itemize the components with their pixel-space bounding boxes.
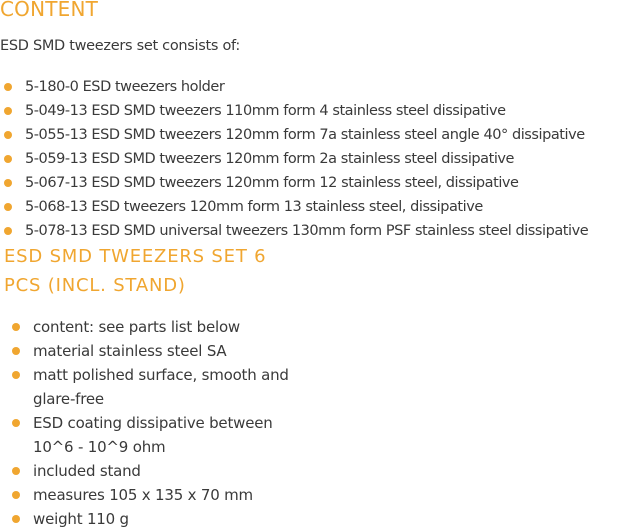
part-item-label: 5-078-13 ESD SMD universal tweezers 130mm form PSF stainless steel dissipative bbox=[25, 223, 589, 239]
part-item-label: 5-067-13 ESD SMD tweezers 120mm form 12 stainless steel, dissipative bbox=[25, 175, 519, 191]
feature-item-label: weight 110 g bbox=[33, 510, 129, 528]
bullet-dot-icon bbox=[4, 131, 12, 139]
bullet-dot-icon bbox=[4, 155, 12, 163]
content-intro: ESD SMD tweezers set consists of: bbox=[0, 38, 240, 54]
bullet-dot-icon bbox=[12, 491, 20, 499]
feature-item-label: content: see parts list below bbox=[33, 318, 240, 336]
list-item bbox=[0, 171, 634, 195]
part-item-label: 5-059-13 ESD SMD tweezers 120mm form 2a stainless steel dissipative bbox=[25, 151, 515, 167]
list-item bbox=[0, 99, 634, 123]
feature-item-label: material stainless steel SA bbox=[33, 342, 227, 360]
bullet-dot-icon bbox=[4, 203, 12, 211]
bullet-dot-icon bbox=[12, 347, 20, 355]
list-item bbox=[0, 339, 330, 363]
list-item bbox=[0, 147, 634, 171]
product-title: ESD SMD TWEEZERS SET 6 PCS (INCL. STAND) bbox=[4, 246, 267, 296]
list-item bbox=[0, 363, 330, 411]
bullet-dot-icon bbox=[12, 419, 20, 427]
list-item bbox=[0, 219, 634, 243]
list-item bbox=[0, 459, 330, 483]
part-item-label: 5-055-13 ESD SMD tweezers 120mm form 7a stainless steel angle 40° dissipative bbox=[25, 127, 585, 143]
part-item-label: 5-068-13 ESD tweezers 120mm form 13 stainless steel, dissipative bbox=[25, 199, 483, 215]
list-item bbox=[0, 483, 330, 507]
part-item-label: 5-180-0 ESD tweezers holder bbox=[25, 79, 225, 95]
part-item-label: 5-049-13 ESD SMD tweezers 110mm form 4 stainless steel dissipative bbox=[25, 103, 506, 119]
list-item bbox=[0, 75, 634, 99]
bullet-dot-icon bbox=[4, 179, 12, 187]
feature-item-label: included stand bbox=[33, 462, 141, 480]
bullet-dot-icon bbox=[12, 323, 20, 331]
parts-list bbox=[0, 75, 634, 243]
bullet-dot-icon bbox=[4, 107, 12, 115]
bullet-dot-icon bbox=[12, 371, 20, 379]
bullet-dot-icon bbox=[4, 227, 12, 235]
list-item bbox=[0, 195, 634, 219]
feature-item-label: measures 105 x 135 x 70 mm bbox=[33, 486, 253, 504]
feature-item-label: ESD coating dissipative between 10^6 - 10^9 ohm bbox=[33, 414, 273, 456]
bullet-dot-icon bbox=[4, 83, 12, 91]
list-item bbox=[0, 507, 330, 531]
feature-list bbox=[0, 315, 330, 531]
list-item bbox=[0, 411, 330, 459]
list-item bbox=[0, 123, 634, 147]
content-heading: CONTENT bbox=[0, 0, 99, 21]
bullet-dot-icon bbox=[12, 467, 20, 475]
list-item bbox=[0, 315, 330, 339]
bullet-dot-icon bbox=[12, 515, 20, 523]
feature-item-label: matt polished surface, smooth and glare-free bbox=[33, 366, 289, 408]
